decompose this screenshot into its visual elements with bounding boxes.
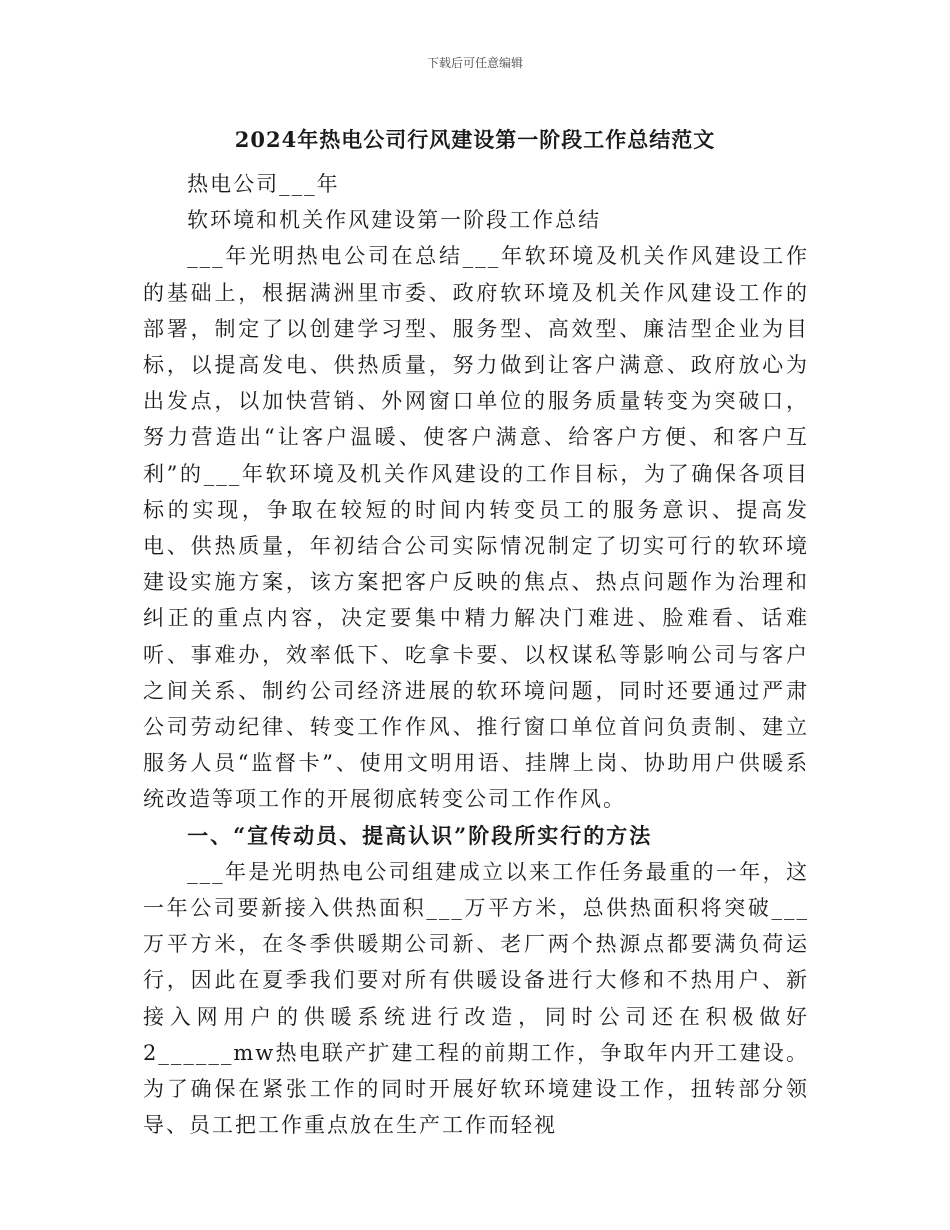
document-body [143,166,809,1143]
header-note: 下载后可任意编辑 [426,56,523,70]
document-title: 2024年热电公司行风建设第一阶段工作总结范文 [234,127,716,152]
paragraph-subtitle: 软环境和机关作风建设第一阶段工作总结 [187,208,602,233]
paragraph-section-1: ___年是光明热电公司组建成立以来工作任务最重的一年，这一年公司要新接入供热面积___万平方米，总供热面积将突破___万平方米，在冬季供暖期公司新、老厂两个热源点都要满负荷运行，因此在夏季我们要对所有供暖设备进行大修和不热用户、新接入网用户的供暖系统进行改造，同时公司还在积极做好2______mw热电联产扩建工程的前期工作，争取年内开工建设。为了确保在紧张工作的同时开展好软环境建设工作，扭转部分领导、员工把工作重点放在生产工作而轻视 [143,859,809,1138]
paragraph-intro: ___年光明热电公司在总结___年软环境及机关作风建设工作的基础上，根据满洲里市委、政府软环境及机关作风建设工作的部署，制定了以创建学习型、服务型、高效型、廉洁型企业为目标，以提高发电、供热质量，努力做到让客户满意、政府放心为出发点，以加快营销、外网窗口单位的服务质量转变为突破口，努力营造出“让客户温暖、使客户满意、给客户方便、和客户互利”的___年软环境及机关作风建设的工作目标，为了确保各项目标的实现，争取在较短的时间内转变员工的服务意识、提高发电、供热质量，年初结合公司实际情况制定了切实可行的软环境建设实施方案，该方案把客户反映的焦点、热点问题作为治理和纠正的重点内容，决定要集中精力解决门难进、脸难看、话难听、事难办，效率低下、吃拿卡要、以权谋私等影响公司与客户之间关系、制约公司经济进展的软环境问题，同时还要通过严肃公司劳动纪律、转变工作作风、推行窗口单位首问负责制、建立服务人员“监督卡”、使用文明用语、挂牌上岗、协助用户供暖系统改造等项工作的开展彻底转变公司工作作风。 [143,244,809,812]
section-heading-1: 一、“宣传动员、提高认识”阶段所实行的方法 [187,822,653,848]
paragraph-company-year: 热电公司___年 [187,172,340,196]
